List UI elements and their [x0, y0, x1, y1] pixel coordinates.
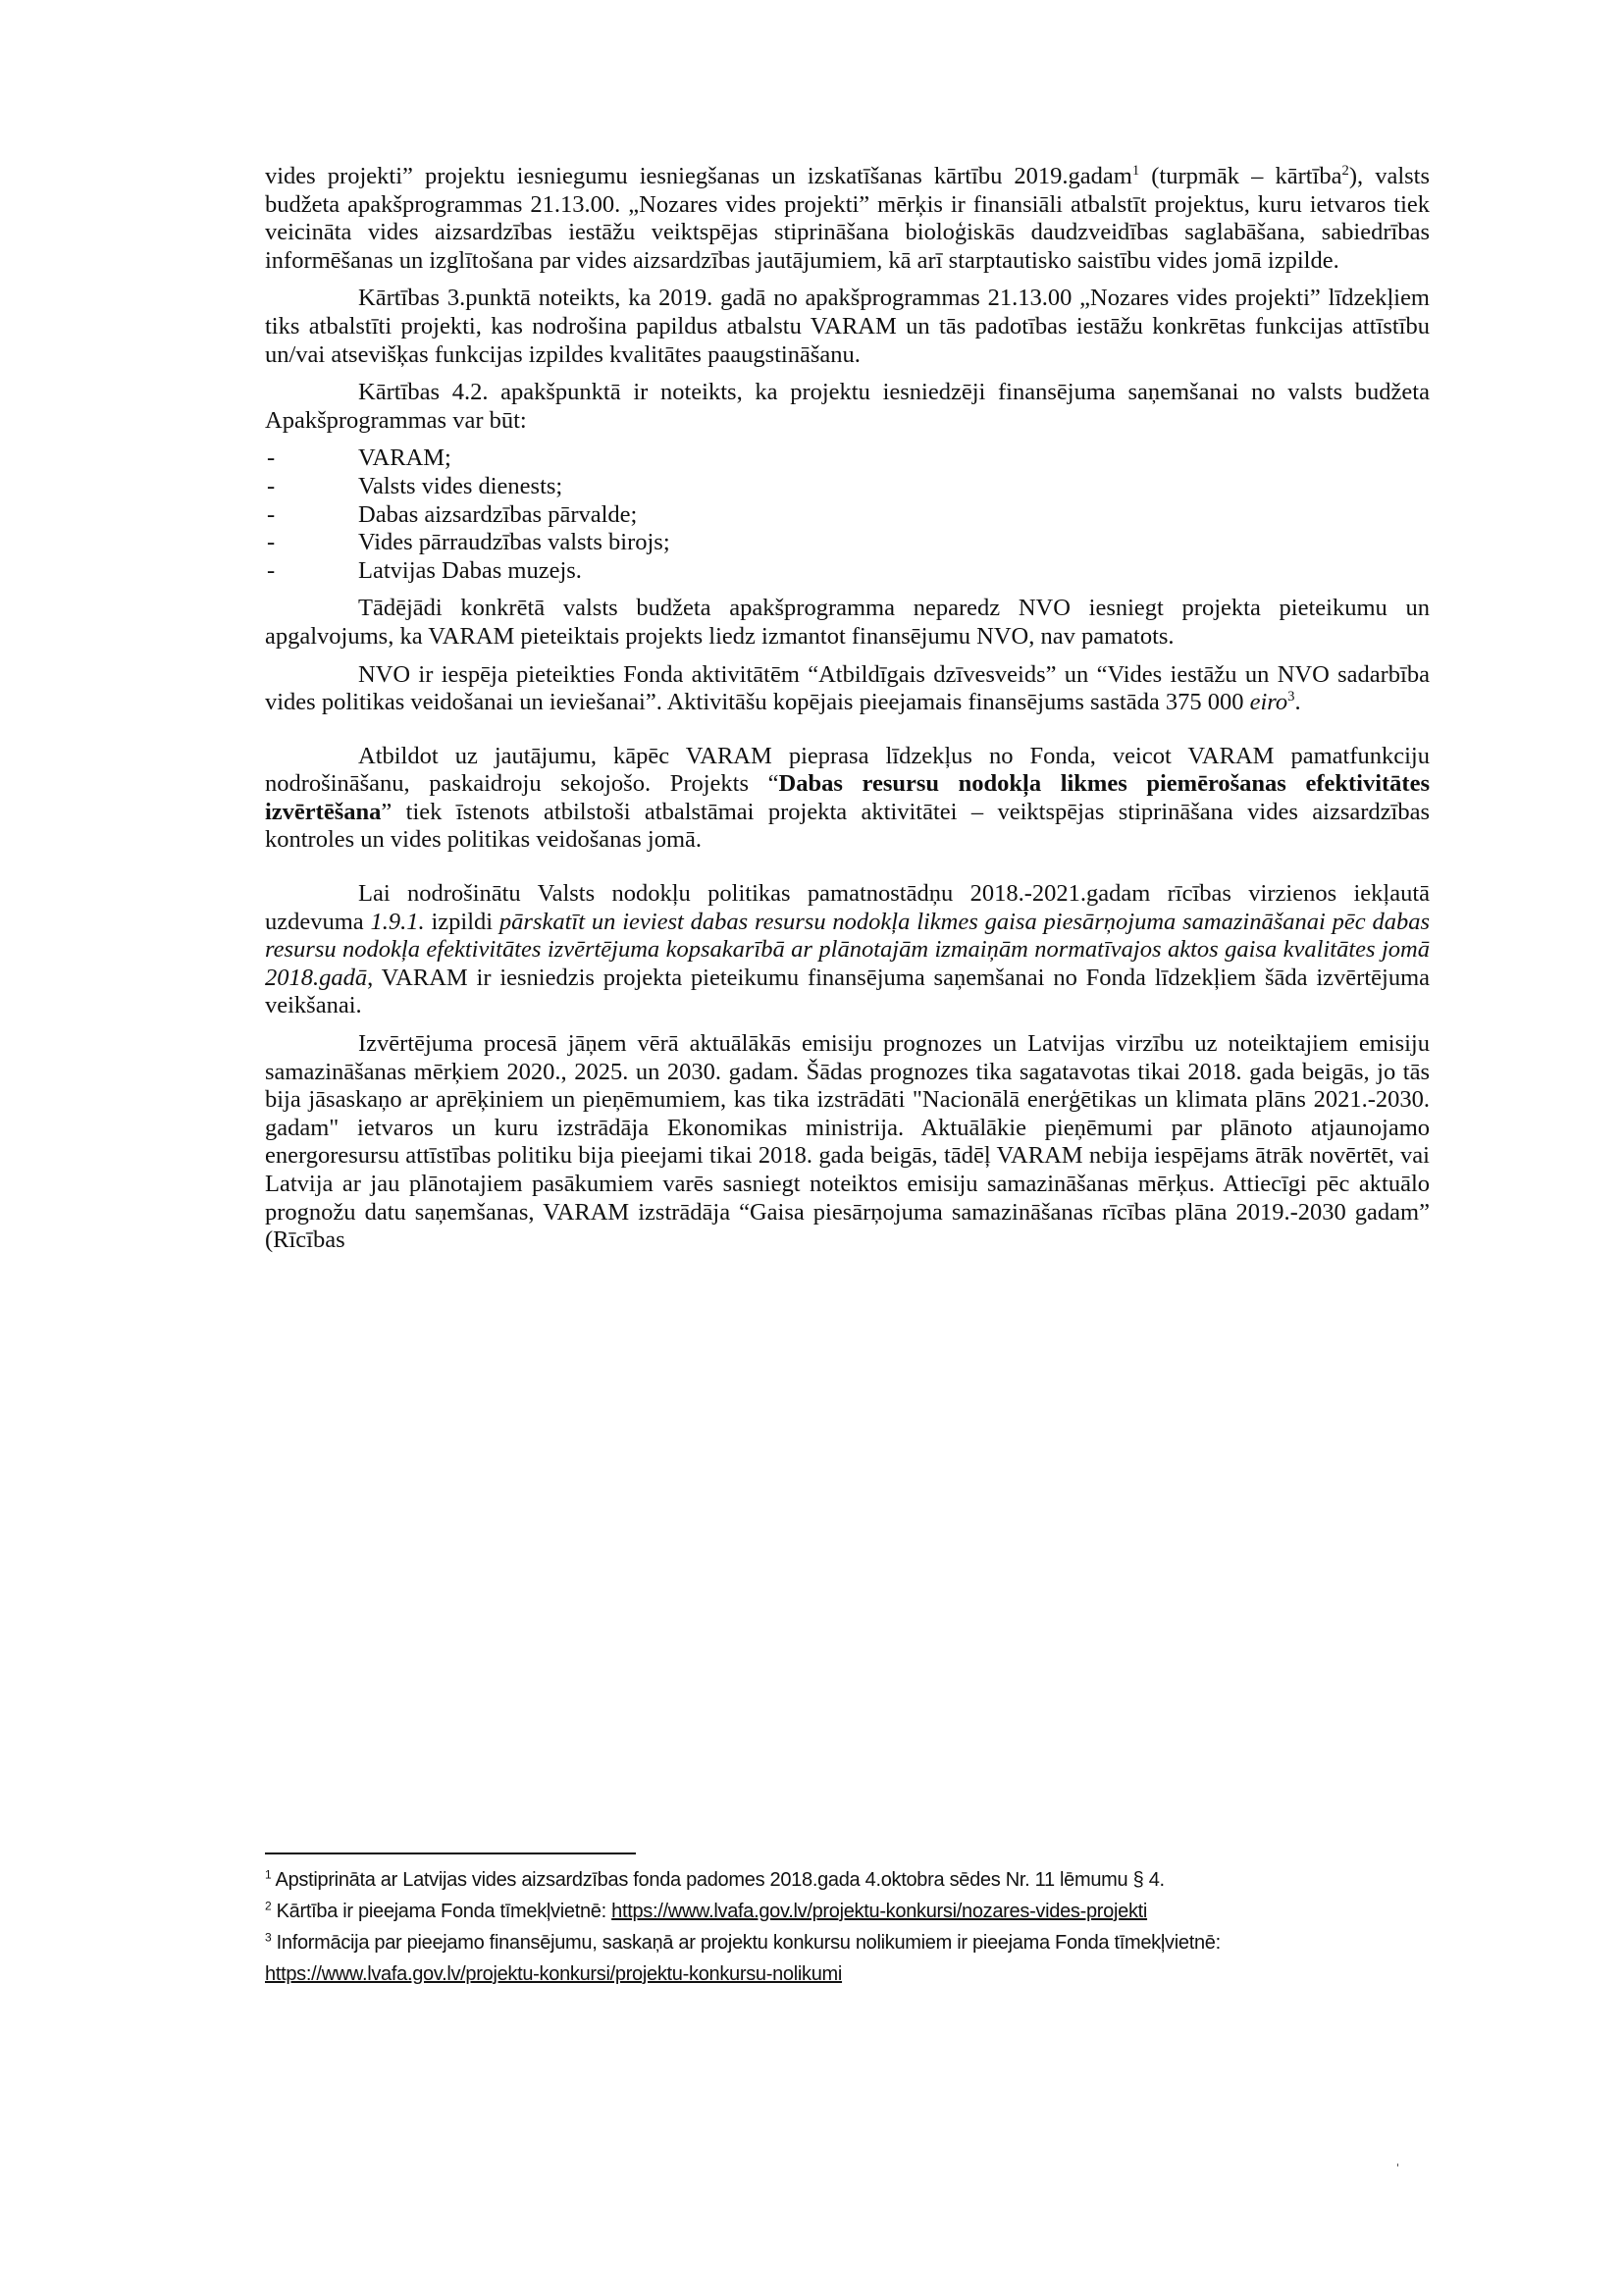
- eligible-applicants-list: [265, 444, 1430, 585]
- list-item: - Latvijas Dabas muzejs.: [267, 556, 582, 584]
- paragraph-5: NVO ir iespēja pieteikties Fonda aktivitātēm “Atbildīgais dzīvesveids” un “Vides iestāžu un NVO sadarbība vides politikas veidošanai un ieviešanai”. Aktivitāšu kopējais pieejamais finansējums sastāda 375 000 eiro$^3$.: [265, 660, 1430, 716]
- footnote-1: $^1$ Apstiprināta ar Latvijas vides aizsardzības fonda padomes 2018.gada 4.oktobra sēdes Nr. 11 lēmumu § 4.: [265, 1867, 1165, 1891]
- list-dash: -: [267, 444, 276, 472]
- footnote-ref-3[interactable]: 3: [1287, 688, 1295, 704]
- paragraph-2: Kārtības 3.punktā noteikts, ka 2019. gadā no apakšprogrammas 21.13.00 „Nozares vides projekti” līdzekļiem tiks atbalstīti projekti, kas nodrošina papildus atbalstu VARAM un tās padotības iestāžu konkrētas funkcijas attīstību un/vai atsevišķas funkcijas izpildes kvalitātes paaugstināšanu.: [265, 285, 1430, 368]
- list-dash: -: [267, 529, 276, 556]
- footnote-2-link[interactable]: https://www.lvafa.gov.lv/projektu-konkursi/nozares-vides-projekti: [611, 1901, 1148, 1922]
- list-dash: -: [267, 556, 276, 584]
- footnote-2: $^2$ Kārtība ir pieejama Fonda tīmekļvietnē: https://www.lvafa.gov.lv/projektu-konkursi/nozares-vides-projekti: [265, 1899, 1148, 1922]
- list-item: - Valsts vides dienests;: [267, 472, 563, 499]
- document-body: [265, 163, 1430, 1265]
- paragraph-1: vides projekti” projektu iesniegumu iesniegšanas un izskatīšanas kārtību 2019.gadam$^1$ (turpmāk – kārtība$^2$), valsts budžeta apakšprogrammas 21.13.00. „Nozares vides projekti” mērķis ir finansiāli atbalstīt projektus, kuru ietvaros tiek veicināta vides aizsardzības iestāžu veiktspējas stiprināšana bioloģiskās daudzveidības saglabāšana, sabiedrības informēšanas un izglītošana par vides aizsardzības jautājumiem, kā arī starptautisko saistību vides jomā izpilde.: [265, 162, 1430, 274]
- footnote-ref-2[interactable]: 2: [1341, 162, 1349, 179]
- list-dash: -: [267, 500, 276, 528]
- list-item: - Dabas aizsardzības pārvalde;: [267, 500, 638, 528]
- footnote-3: $^3$ Informācija par pieejamo finansējumu, saskaņā ar projektu konkursu nolikumiem ir pieejama Fonda tīmekļvietnē: https://www.lvafa.gov.lv/projektu-konkursi/projektu-konkursu-nolikumi: [265, 1930, 1221, 1985]
- list-item: - VARAM;: [267, 444, 451, 472]
- scan-speck: [1397, 2164, 1398, 2166]
- paragraph-8: Izvērtējuma procesā jāņem vērā aktuālākās emisiju prognozes un Latvijas virzību uz noteiktajiem emisiju samazināšanas mērķiem 2020., 2025. un 2030. gadam. Šādas prognozes tika sagatavotas tikai 2018. gada beigās, jo tās bija jāsaskaņo ar aprēķiniem un pieņēmumiem, kas tika izstrādāti "Nacionālā enerģētikas un klimata plāns 2021.-2030. gadam" ietvaros un kuru izstrādāja Ekonomikas ministrija. Aktuālākie pieņēmumi par plānoto atjaunojamo energoresursu attīstības politiku bija pieejami tikai 2018. gada beigās, tādēļ VARAM nebija iespējams ātrāk novērtēt, vai Latvija ar jau plānotajiem pasākumiem varēs sasniegt noteiktos emisiju samazināšanas mērķus. Attiecīgi pēc aktuālo prognožu datu saņemšanas, VARAM izstrādāja “Gaisa piesārņojuma samazināšanas rīcības plāna 2019.-2030 gadam” (Rīcības: [265, 1030, 1430, 1254]
- list-dash: -: [267, 472, 276, 499]
- footnote-3-link[interactable]: https://www.lvafa.gov.lv/projektu-konkursi/projektu-konkursu-nolikumi: [265, 1963, 843, 1985]
- paragraph-7: Lai nodrošinātu Valsts nodokļu politikas pamatnostādņu 2018.-2021.gadam rīcības virzienos iekļautā uzdevuma 1.9.1. izpildi pārskatīt un ieviest dabas resursu nodokļa likmes gaisa piesārņojuma samazināšanai pēc dabas resursu nodokļa efektivitātes izvērtējuma kopsakarībā ar plānotajām izmaiņām normatīvajos aktos gaisa kvalitātes jomā 2018.gadā, VARAM ir iesniedzis projekta pieteikumu finansējuma saņemšanai no Fonda līdzekļiem šāda izvērtējuma veikšanai.: [265, 880, 1430, 1019]
- footnotes: [265, 1864, 1423, 1990]
- paragraph-3: Kārtības 4.2. apakšpunktā ir noteikts, ka projektu iesniedzēji finansējuma saņemšanai no valsts budžeta Apakšprogrammas var būt:: [265, 379, 1430, 434]
- footnote-ref-1[interactable]: 1: [1131, 162, 1140, 179]
- paragraph-4: Tādējādi konkrētā valsts budžeta apakšprogramma neparedz NVO iesniegt projekta pieteikumu un apgalvojums, ka VARAM pieteiktais projekts liedz izmantot finansējumu NVO, nav pamatots.: [265, 595, 1430, 650]
- list-item: - Vides pārraudzības valsts birojs;: [267, 529, 670, 556]
- paragraph-6: Atbildot uz jautājumu, kāpēc VARAM pieprasa līdzekļus no Fonda, veicot VARAM pamatfunkciju nodrošināšanu, paskaidroju sekojošo. Projekts “Dabas resursu nodokļa likmes piemērošanas efektivitātes izvērtēšana” tiek īstenots atbilstoši atbalstāmai projekta aktivitātei – veiktspējas stiprināšana vides aizsardzības kontroles un vides politikas veidošanas jomā.: [265, 742, 1430, 854]
- footnote-separator: [265, 1852, 636, 1854]
